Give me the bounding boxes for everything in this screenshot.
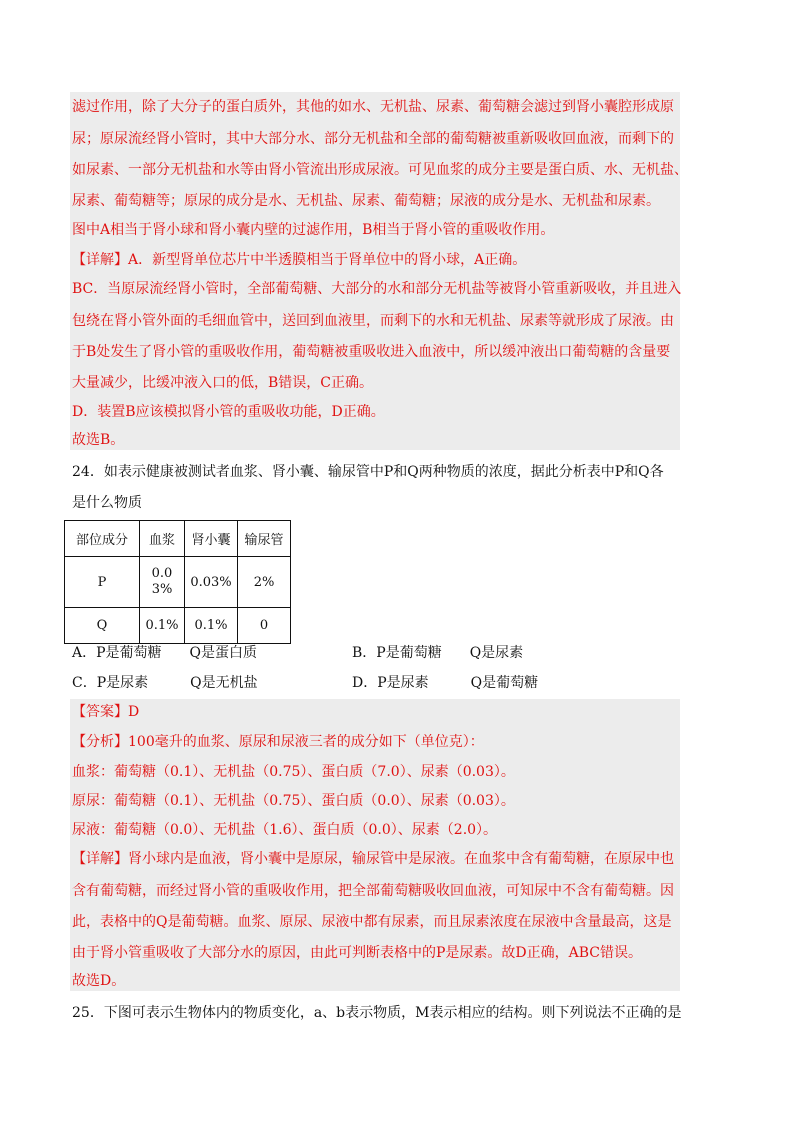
detail-line: 此，表格中的Q是葡萄糖。血浆、原尿、尿液中都有尿素，而且尿素浓度在尿液中含量最高，这是 bbox=[72, 914, 672, 930]
analysis-line: 【分析】100毫升的血浆、原尿和尿液三者的成分如下（单位克）： bbox=[72, 734, 484, 750]
table-header-cell: 血浆 bbox=[140, 521, 185, 557]
detail-line: 【详解】A．新型肾单位芯片中半透膜相当于肾单位中的肾小球，A正确。 bbox=[72, 252, 527, 268]
table-cell: 0 bbox=[238, 608, 291, 644]
analysis-line: 尿液：葡萄糖（0.0）、无机盐（1.6）、蛋白质（0.0）、尿素（2.0）。 bbox=[72, 822, 498, 838]
table-cell: 0.03% bbox=[140, 557, 185, 608]
answer-text-line: D．装置B应该模拟肾小管的重吸收功能，D正确。 bbox=[72, 404, 385, 420]
option-b: B．P是葡萄糖 Q是尿素 bbox=[352, 645, 524, 661]
answer-text-line: 尿素、葡萄糖等；原尿的成分是水、无机盐、尿素、葡萄糖；尿液的成分是水、无机盐和尿素。 bbox=[72, 193, 660, 209]
answer-text-line: 图中A相当于肾小球和肾小囊内壁的过滤作用，B相当于肾小管的重吸收作用。 bbox=[72, 222, 555, 238]
answer-text-line: 包绕在肾小管外面的毛细血管中，送回到血液里，而剩下的水和无机盐、尿素等就形成了尿液。由 bbox=[72, 313, 674, 329]
table-header-cell: 输尿管 bbox=[238, 521, 291, 557]
table-cell: Q bbox=[65, 608, 140, 644]
answer-choice-line: 故选D。 bbox=[72, 973, 126, 989]
answer-choice-line: 故选B。 bbox=[72, 432, 125, 448]
option-d: D．P是尿素 Q是葡萄糖 bbox=[352, 675, 539, 691]
answer-text-line: 如尿素、一部分无机盐和水等由肾小管流出形成尿液。可见血浆的成分主要是蛋白质、水、无机盐、 bbox=[72, 162, 688, 178]
detail-line: 【详解】肾小球内是血液，肾小囊中是原尿，输尿管中是尿液。在血浆中含有葡萄糖，在原尿中也 bbox=[72, 851, 674, 867]
option-c: C．P是尿素 Q是无机盐 bbox=[72, 675, 258, 691]
answer-text-line: 于B处发生了肾小管的重吸收作用，葡萄糖被重吸收进入血液中，所以缓冲液出口葡萄糖的含量要 bbox=[72, 344, 671, 360]
table-cell: 0.03% bbox=[185, 557, 238, 608]
table-row bbox=[65, 608, 291, 644]
table-row bbox=[65, 557, 291, 608]
detail-line: 由于肾小管重吸收了大部分水的原因，由此可判断表格中的P是尿素。故D正确，ABC错误。 bbox=[72, 945, 643, 961]
table-cell: 0.1% bbox=[185, 608, 238, 644]
answer-text-line: 尿；原尿流经肾小管时，其中大部分水、部分无机盐和全部的葡萄糖被重新吸收回血液，而剩下的 bbox=[72, 131, 674, 147]
option-a: A．P是葡萄糖 Q是蛋白质 bbox=[72, 645, 258, 661]
detail-line: 含有葡萄糖，而经过肾小管的重吸收作用，把全部葡萄糖吸收回血液，可知尿中不含有葡萄糖。因 bbox=[72, 883, 674, 899]
answer-text-line: BC．当原尿流经肾小管时，全部葡萄糖、大部分的水和部分无机盐等被肾小管重新吸收，并且进入 bbox=[72, 281, 682, 297]
table-header-row bbox=[65, 521, 291, 557]
question-24-stem: 24．如表示健康被测试者血浆、肾小囊、输尿管中P和Q两种物质的浓度，据此分析表中P和Q各 bbox=[72, 464, 664, 480]
table-cell: 0.1% bbox=[140, 608, 185, 644]
table-header-cell: 肾小囊 bbox=[185, 521, 238, 557]
analysis-line: 原尿：葡萄糖（0.1）、无机盐（0.75）、蛋白质（0.0）、尿素（0.03）。 bbox=[72, 793, 515, 809]
question-25-stem: 25．下图可表示生物体内的物质变化，a、b表示物质，M表示相应的结构。则下列说法不正确的是 bbox=[72, 1005, 682, 1021]
answer-text-line: 大量减少，比缓冲液入口的低，B错误，C正确。 bbox=[72, 375, 373, 391]
answer-key-line: 【答案】D bbox=[72, 704, 140, 720]
table-cell: 2% bbox=[238, 557, 291, 608]
table-header-cell: 部位成分 bbox=[65, 521, 140, 557]
question-24-stem-cont: 是什么物质 bbox=[72, 495, 142, 511]
analysis-line: 血浆：葡萄糖（0.1）、无机盐（0.75）、蛋白质（7.0）、尿素（0.03）。 bbox=[72, 764, 515, 780]
table-cell: P bbox=[65, 557, 140, 608]
answer-text-line: 滤过作用，除了大分子的蛋白质外，其他的如水、无机盐、尿素、葡萄糖会滤过到肾小囊腔形成原 bbox=[72, 99, 674, 115]
concentration-table bbox=[64, 520, 291, 644]
